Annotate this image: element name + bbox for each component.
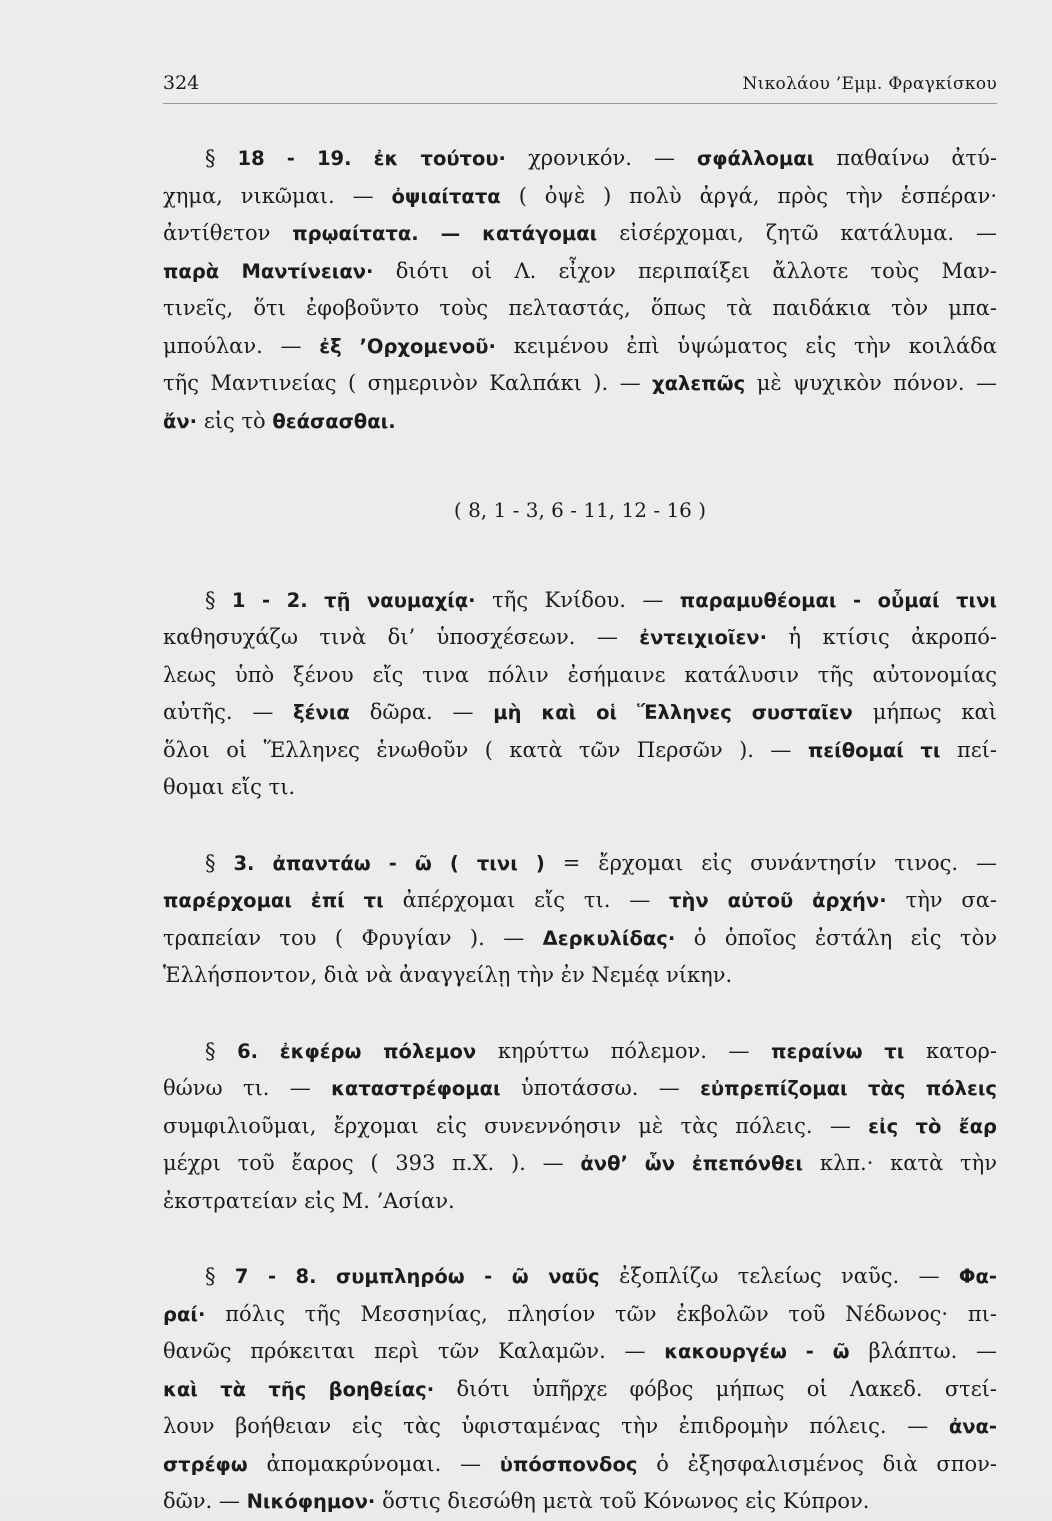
- text-line: [163, 215, 997, 253]
- gloss-text: διότι οἱ Λ. εἶχον περιπαίξει ἄλλοτε τοὺς Μαν-: [395, 258, 997, 283]
- lemma-term: Φα-: [958, 1265, 997, 1288]
- text-line: [163, 1408, 997, 1446]
- gloss-text: συμφιλιοῦμαι, ἔρχομαι εἰς συνεννόησιν μὲ τὰς πόλεις. —: [163, 1113, 869, 1138]
- section-gap: [163, 1220, 997, 1258]
- gloss-text: κατορ-: [925, 1038, 997, 1063]
- gloss-text: θομαι εἴς τι.: [163, 775, 296, 799]
- lemma-term: πρῳαίτατα. — κατάγομαι: [292, 222, 620, 245]
- lemma-term: ἀνα-: [948, 1415, 997, 1438]
- lemma-term: Νικόφημον·: [246, 1490, 383, 1513]
- gloss-text: μέχρι τοῦ ἔαρος ( 393 π.Χ. ). —: [163, 1151, 581, 1175]
- text-line: [163, 732, 997, 770]
- gloss-text: ὅλοι οἱ Ἕλληνες ἑνωθοῦν ( κατὰ τῶν Περσῶν ). —: [163, 737, 808, 762]
- text-line: [163, 845, 997, 883]
- lemma-term: καταστρέφομαι: [331, 1077, 521, 1100]
- section: [163, 582, 997, 807]
- lemma-term: ξένια: [293, 701, 370, 724]
- lemma-term: ἀνθ’ ὧν ἐπεπόνθει: [580, 1152, 820, 1175]
- gloss-text: ὅστις διεσώθη μετὰ τοῦ Κόνωνος εἰς Κύπρον.: [382, 1489, 870, 1513]
- gloss-text: §: [205, 850, 234, 875]
- section: [163, 140, 997, 440]
- lemma-term: κακουργέω - ῶ: [664, 1340, 869, 1363]
- text-line: [163, 1070, 997, 1108]
- gloss-text: εἰσέρχομαι, ζητῶ κατάλυμα. —: [619, 221, 997, 245]
- text-line: [163, 365, 997, 403]
- gloss-text: δῶν. —: [163, 1489, 247, 1513]
- gloss-text: τῆς Μαντινείας ( σημερινὸν Καλπάκι ). —: [163, 371, 653, 395]
- gloss-text: κηρύττω πόλεμον. —: [497, 1038, 772, 1063]
- lemma-term: 6. ἐκφέρω πόλεμον: [237, 1039, 498, 1063]
- text-line: [163, 694, 997, 732]
- text-line: [163, 1033, 997, 1071]
- gloss-text: βλάπτω. —: [868, 1339, 997, 1363]
- lemma-term: 7 - 8. συμπληρόω - ῶ ναῦς: [234, 1265, 620, 1288]
- gloss-text: καθησυχάζω τινὰ δι’ ὑποσχέσεων. —: [163, 625, 640, 649]
- gloss-text: εἰς τὸ: [203, 408, 273, 433]
- gloss-text: κειμένου ἐπὶ ὑψώματος εἰς τὴν κοιλάδα: [513, 333, 997, 358]
- lemma-term: περαίνω τι: [771, 1039, 926, 1063]
- gloss-text: §: [205, 1038, 238, 1063]
- gloss-text: θανῶς πρόκειται περὶ τῶν Καλαμῶν. —: [163, 1339, 665, 1363]
- gloss-text: χρονικόν. —: [528, 146, 698, 170]
- header-rule: [163, 103, 997, 104]
- gloss-text: ( ὀψὲ ) πολὺ ἀργά, πρὸς τὴν ἑσπέραν·: [518, 183, 997, 208]
- text-line: [163, 657, 997, 695]
- lemma-term: σφάλλομαι: [697, 147, 837, 170]
- gloss-text: = ἔρχομαι εἰς συνάντησίν τινος. —: [562, 850, 997, 875]
- text-line: [163, 1483, 997, 1521]
- gloss-text: Ἑλλήσποντον, διὰ νὰ ἀναγγείλῃ τὴν ἐν Νεμέᾳ νίκην.: [163, 963, 733, 987]
- section-gap: [163, 807, 997, 845]
- gloss-text: παθαίνω ἀτύ-: [836, 146, 997, 170]
- lemma-term: παρὰ Μαντίνειαν·: [163, 259, 396, 283]
- lemma-term: στρέφω: [163, 1452, 267, 1476]
- lemma-term: ραί·: [163, 1302, 226, 1326]
- gloss-text: §: [205, 587, 232, 612]
- lemma-term: τὴν αὐτοῦ ἀρχήν·: [669, 889, 906, 912]
- section: [163, 1258, 997, 1521]
- lemma-term: ἐξ ’Ορχομενοῦ·: [319, 334, 514, 358]
- gloss-text: διότι ὑπῆρχε φόβος μήπως οἱ Λακεδ. στεί-: [456, 1376, 997, 1401]
- gloss-text: κλπ.· κατὰ τὴν: [819, 1151, 997, 1175]
- lemma-term: Δερκυλίδας·: [542, 926, 694, 950]
- page-header: [163, 72, 997, 102]
- gloss-text: χημα, νικῶμαι. —: [163, 183, 392, 208]
- text-line: [163, 1296, 997, 1334]
- gloss-text: ἀπομακρύνομαι. —: [266, 1451, 500, 1476]
- gloss-text: μὲ ψυχικὸν πόνον. —: [756, 371, 997, 395]
- lemma-term: καὶ τὰ τῆς βοηθείας·: [163, 1377, 457, 1401]
- section: [163, 492, 997, 530]
- text-line: [163, 769, 997, 807]
- text-line: [163, 1446, 997, 1484]
- gloss-text: αὐτῆς. —: [163, 700, 294, 724]
- gloss-text: λουν βοήθειαν εἰς τὰς ὑφισταμένας τὴν ἐπιδρομὴν πόλεις. —: [163, 1414, 949, 1438]
- gloss-text: θώνω τι. —: [163, 1076, 332, 1100]
- section-gap: [163, 440, 997, 492]
- lemma-term: εὐπρεπίζομαι τὰς πόλεις: [700, 1077, 997, 1100]
- text-line: [163, 328, 997, 366]
- section: [163, 1033, 997, 1221]
- lemma-term: παραμυθέομαι - οὖμαί τινι: [679, 588, 997, 612]
- gloss-text: τραπείαν του ( Φρυγίαν ). —: [163, 925, 543, 950]
- section-gap: [163, 530, 997, 582]
- gloss-text: πεί-: [956, 737, 997, 762]
- gloss-text: δῶρα. —: [369, 700, 494, 724]
- gloss-text: §: [205, 146, 238, 170]
- text-line: [163, 1333, 997, 1371]
- text-line: [163, 178, 997, 216]
- gloss-text: μήπως καὶ: [872, 700, 997, 724]
- lemma-term: 3. ἀπαντάω - ῶ ( τινι ): [233, 851, 563, 875]
- lemma-term: ἐντειχιοῖεν·: [639, 626, 789, 649]
- text-line: [163, 582, 997, 620]
- gloss-text: μπούλαν. —: [163, 333, 320, 358]
- section: [163, 845, 997, 995]
- chapter-reference-heading: ( 8, 1 - 3, 6 - 11, 12 - 16 ): [453, 498, 707, 522]
- lemma-term: ὑπόσπονδος: [499, 1452, 657, 1476]
- gloss-text: ὁ ἐξησφαλισμένος διὰ σπον-: [656, 1451, 997, 1476]
- lemma-term: ἄν·: [163, 409, 204, 433]
- gloss-text: τὴν σα-: [905, 888, 997, 912]
- lemma-term: χαλεπῶς: [652, 372, 757, 395]
- text-line: [163, 920, 997, 958]
- text-line: [163, 957, 997, 995]
- text-line: [163, 619, 997, 657]
- text-line: [163, 1145, 997, 1183]
- gloss-text: ἡ κτίσις ἀκροπό-: [788, 625, 997, 649]
- gloss-text: ὑποτάσσω. —: [521, 1076, 701, 1100]
- lemma-term: εἰς τὸ ἔαρ: [868, 1114, 997, 1138]
- lemma-term: μὴ καὶ οἱ Ἕλληνες συσταῖεν: [493, 701, 873, 724]
- lemma-term: θεάσασθαι.: [272, 409, 396, 433]
- lemma-term: ἐκ τούτου·: [373, 147, 529, 170]
- lemma-term: 1 - 2. τῇ ναυμαχίᾳ·: [231, 588, 493, 612]
- gloss-text: ἀπέρχομαι εἴς τι. —: [402, 888, 670, 912]
- gloss-text: ἐκστρατείαν εἰς Μ. ’Ασίαν.: [163, 1188, 455, 1213]
- gloss-text: πόλις τῆς Μεσσηνίας, πλησίον τῶν ἐκβολῶν τοῦ Νέδωνος· πι-: [225, 1301, 997, 1326]
- lemma-term: παρέρχομαι ἐπί τι: [163, 889, 403, 912]
- gloss-text: λεως ὑπὸ ξένου εἴς τινα πόλιν ἐσήμαινε κατάλυσιν τῆς αὐτονομίας: [163, 662, 997, 687]
- lemma-term: 18 - 19.: [237, 147, 374, 170]
- page-body: [163, 140, 997, 1521]
- section-gap: [163, 995, 997, 1033]
- text-line: [163, 140, 997, 178]
- page-number: 324: [163, 72, 200, 94]
- text-line: [163, 1108, 997, 1146]
- text-line: [163, 290, 997, 328]
- text-line: [163, 1183, 997, 1221]
- text-line: [163, 882, 997, 920]
- text-line: [163, 403, 997, 441]
- gloss-text: τῆς Κνίδου. —: [492, 587, 680, 612]
- gloss-text: ἀντίθετον: [163, 221, 293, 245]
- text-line: [163, 1371, 997, 1409]
- gloss-text: ἐξοπλίζω τελείως ναῦς. —: [619, 1264, 959, 1288]
- text-line: [163, 253, 997, 291]
- text-line: [163, 1258, 997, 1296]
- lemma-term: ὀψιαίτατα: [391, 184, 519, 208]
- gloss-text: §: [205, 1264, 235, 1288]
- running-title: Νικολάου ’Εμμ. Φραγκίσκου: [742, 74, 997, 94]
- gloss-text: τινεῖς, ὅτι ἐφοβοῦντο τοὺς πελταστάς, ὅπως τὰ παιδάκια τὸν μπα-: [163, 296, 997, 320]
- gloss-text: ὁ ὁποῖος ἐστάλη εἰς τὸν: [693, 925, 997, 950]
- lemma-term: πείθομαί τι: [807, 738, 957, 762]
